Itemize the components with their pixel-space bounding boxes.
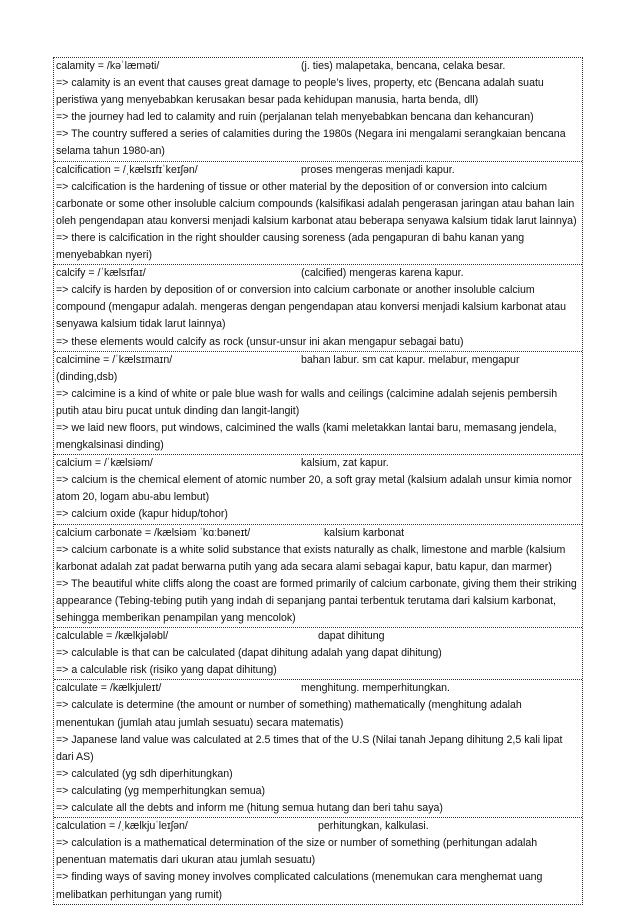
- entry-meaning: kalsium karbonat: [324, 526, 405, 539]
- entry-example: => we laid new floors, put windows, calcimined the walls (kami meletakkan lantai baru, memasang jendela, mengkalsinasi dinding): [56, 421, 557, 452]
- entry-term: calcification = /ˌkælsɪfɪˈkeɪʃən/: [56, 163, 198, 176]
- entry-example: => calcium carbonate is a white solid substance that exists naturally as chalk, limestone and marble (kalsium karbonat adalah zat padat berwarna putih yang ada secara alami sebagai kapur, batu kapur, dan marmer): [56, 543, 566, 573]
- entry-meaning: perhitungkan, kalkulasi.: [318, 820, 429, 833]
- dictionary-entry: [54, 265, 582, 351]
- entry-term: calamity = /kəˈlæməti/: [56, 60, 160, 72]
- dictionary-entry: [54, 628, 582, 680]
- entry-meaning: (j. ties) malapetaka, bencana, celaka besar.: [301, 60, 506, 72]
- entry-example: => calculate all the debts and inform me (hitung semua hutang dan beri tahu saya): [56, 802, 443, 815]
- entry-example: => finding ways of saving money involves complicated calculations (menemukan cara menghemat uang melibatkan perhitungan yang rumit): [56, 871, 543, 901]
- entry-term: calculation = /ˌkælkjuˈleɪʃən/: [56, 820, 188, 833]
- dictionary-entry: [54, 455, 582, 524]
- entry-heading: [56, 265, 580, 282]
- dictionary-entry: [54, 162, 582, 266]
- dictionary-entry: [54, 58, 582, 162]
- entry-example: => The beautiful white cliffs along the coast are formed primarily of calcium carbonate, giving them their striking appearance (Tebing-tebing putih yang indah di sepanjang pantai terbentuk terutama dari kalsium karbonat, sehingga memberikan penampilan yang mencolok): [56, 577, 577, 624]
- entry-example: => calculate is determine (the amount or number of something) mathematically (menghitung adalah menentukan (jumlah atau jumlah sesuatu) secara matematis): [56, 699, 522, 729]
- entry-meaning: dapat dihitung: [318, 630, 385, 643]
- dictionary-page: [53, 57, 583, 905]
- entry-example: => calcify is harden by deposition of or conversion into calcium carbonate or another insoluble calcium compound (mengapur adalah. mengeras dengan pengendapan atau konversi menjadi kalsium karbonat atau senyawa kalsium tidak larut lainnya): [56, 284, 567, 331]
- entry-term: calculate = /kælkjuleɪt/: [56, 682, 162, 695]
- entry-heading: [56, 455, 580, 472]
- dictionary-entry: [54, 818, 582, 903]
- entry-term: calcify = /ˈkælsɪfaɪ/: [56, 267, 146, 280]
- entry-example: => the journey had led to calamity and ruin (perjalanan telah menyebabkan bencana dan kehancuran): [56, 111, 534, 124]
- entry-example: => calamity is an event that causes great damage to people’s lives, property, etc (Bencana adalah suatu peristiwa yang menyebabkan kerusakan besar pada kehidupan manusia, harta benda, dll): [56, 77, 544, 107]
- entry-example: => calculation is a mathematical determination of the size or number of something (perhitungan adalah penentuan matematis dari ukuran atau jumlah sesuatu): [56, 837, 538, 867]
- entry-example: => Japanese land value was calculated at 2.5 times that of the U.S (Nilai tanah Jepang dihitung 2,5 kali lipat dari AS): [56, 733, 563, 763]
- entry-example: => The country suffered a series of calamities during the 1980s (Negara ini mengalami serangkaian bencana selama tahun 1980-an): [56, 128, 566, 158]
- entry-term: calcium = /ˈkælsiəm/: [56, 457, 153, 470]
- entry-meaning: (calcified) mengeras karena kapur.: [301, 267, 464, 280]
- entry-example: => calcium oxide (kapur hidup/tohor): [56, 508, 228, 521]
- entry-term: calcimine = /ˈkælsɪmaɪn/: [56, 353, 173, 366]
- dictionary-entry: [54, 680, 582, 818]
- entry-term: calculable = /kælkjələbl/: [56, 630, 169, 643]
- dictionary-entry: [54, 525, 582, 629]
- entry-example: => calculated (yg sdh diperhitungkan): [56, 767, 233, 780]
- entry-example: => a calculable risk (risiko yang dapat dihitung): [56, 664, 277, 677]
- entry-heading: [56, 162, 580, 179]
- entry-meaning: kalsium, zat kapur.: [301, 457, 389, 470]
- entry-meaning: proses mengeras menjadi kapur.: [301, 163, 455, 176]
- entry-heading: [56, 58, 580, 75]
- entry-example: => there is calcification in the right shoulder causing soreness (ada pengapuran di bahu kanan yang menyebabkan nyeri): [56, 231, 525, 262]
- entry-heading: [56, 628, 580, 645]
- entry-heading: [56, 680, 580, 697]
- entry-example: => calculable is that can be calculated (dapat dihitung adalah yang dapat dihitung): [56, 647, 442, 660]
- entry-term: calcium carbonate = /kælsiəm ˈkɑːbəneɪt/: [56, 526, 251, 539]
- entry-example: => these elements would calcify as rock (unsur-unsur ini akan mengapur sebagai batu): [56, 335, 464, 348]
- entry-example: => calcimine is a kind of white or pale blue wash for walls and ceilings (calcimine adalah sejenis pembersih putih atau biru pucat untuk dinding dan langit-langit): [56, 387, 558, 417]
- dictionary-entry: [54, 352, 582, 456]
- entry-meaning: bahan labur. sm cat kapur. melabur, mengapur (dinding,dsb): [56, 353, 520, 383]
- entry-heading: [56, 352, 580, 386]
- entry-example: => calculating (yg memperhitungkan semua): [56, 784, 266, 797]
- entry-heading: [56, 525, 580, 542]
- entry-heading: [56, 818, 580, 835]
- entry-meaning: menghitung. memperhitungkan.: [301, 682, 450, 695]
- entry-example: => calcium is the chemical element of atomic number 20, a soft gray metal (kalsium adalah unsur kimia nomor atom 20, logam abu-abu lembut): [56, 474, 572, 504]
- entry-example: => calcification is the hardening of tissue or other material by the deposition of or conversion into calcium carbonate or some other insoluble calcium compounds (kalsifikasi adalah pengerasan jaringan atau bahan lain oleh pengendapan atau konversi menjadi kalsium karbonat atau beberapa senyawa kalsium tidak larut lainnya): [56, 180, 577, 227]
